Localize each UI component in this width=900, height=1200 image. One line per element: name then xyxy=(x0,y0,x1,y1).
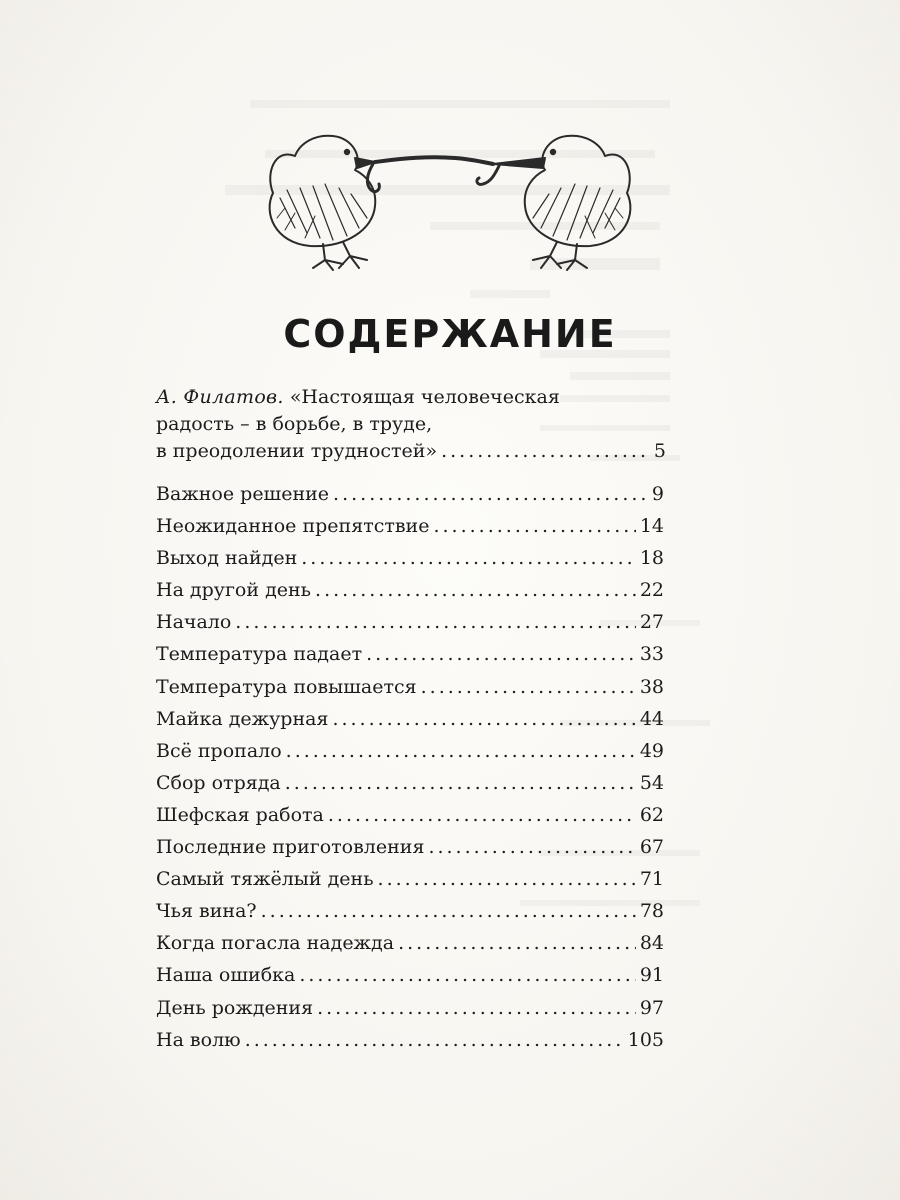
toc-entry-page: 22 xyxy=(639,579,664,602)
intro-line-1 xyxy=(156,384,666,411)
toc-entry-title: Всё пропало xyxy=(156,739,282,762)
intro-author: А. Филатов. xyxy=(156,386,284,408)
toc-entry-page: 54 xyxy=(639,771,664,794)
toc-entry xyxy=(156,671,664,703)
dot-leader xyxy=(261,895,636,927)
toc-entry-page: 78 xyxy=(639,900,664,923)
toc-entry-title: Неожиданное препятствие xyxy=(156,515,430,538)
toc-heading: СОДЕРЖАНИЕ xyxy=(283,312,617,356)
toc-intro-entry xyxy=(156,384,666,465)
toc-entry-title: Сбор отряда xyxy=(156,771,281,794)
toc-entry-page: 97 xyxy=(639,996,664,1019)
dot-leader xyxy=(317,992,636,1024)
dot-leader xyxy=(286,735,636,767)
toc-entries-list xyxy=(156,478,664,1056)
dot-leader xyxy=(421,671,636,703)
toc-entry xyxy=(156,606,664,638)
dot-leader xyxy=(398,927,636,959)
toc-entry xyxy=(156,895,664,927)
toc-entry xyxy=(156,831,664,863)
toc-entry-page: 38 xyxy=(639,675,664,698)
dot-leader xyxy=(428,831,635,863)
dot-leader xyxy=(333,478,648,510)
toc-entry-title: Температура падает xyxy=(156,643,363,666)
toc-entry xyxy=(156,542,664,574)
toc-entry-title: На другой день xyxy=(156,579,312,602)
toc-entry-title: Важное решение xyxy=(156,483,330,505)
toc-entry-page: 49 xyxy=(639,739,664,762)
intro-page-number: 5 xyxy=(653,440,666,462)
toc-entry xyxy=(156,735,664,767)
dot-leader xyxy=(433,510,635,542)
toc-entry-page: 44 xyxy=(639,707,664,730)
dot-leader xyxy=(328,799,636,831)
toc-entry-page: 67 xyxy=(639,836,664,859)
toc-entry-title: Шефская работа xyxy=(156,803,324,826)
dot-leader xyxy=(299,959,635,991)
dot-leader xyxy=(301,542,636,574)
toc-entry-page: 18 xyxy=(639,547,664,570)
toc-entry xyxy=(156,478,664,510)
dot-leader xyxy=(366,638,636,670)
toc-entry-page: 91 xyxy=(639,964,664,987)
toc-entry xyxy=(156,992,664,1024)
toc-entry xyxy=(156,1024,664,1056)
toc-entry-title: Самый тяжёлый день xyxy=(156,868,374,891)
toc-entry xyxy=(156,638,664,670)
toc-entry xyxy=(156,510,664,542)
dot-leader xyxy=(285,767,636,799)
toc-entry-title: Чья вина? xyxy=(156,900,257,923)
toc-entry-page: 84 xyxy=(639,932,664,955)
toc-entry-title: Майка дежурная xyxy=(156,707,329,730)
dot-leader xyxy=(235,606,636,638)
dot-leader xyxy=(245,1024,624,1056)
intro-title-line-2: радость – в борьбе, в труде, xyxy=(156,413,433,435)
toc-entry-title: День рождения xyxy=(156,996,314,1019)
toc-entry-page: 71 xyxy=(639,868,664,891)
dot-leader xyxy=(332,703,635,735)
toc-entry-title: На волю xyxy=(156,1028,241,1051)
dot-leader xyxy=(378,863,636,895)
toc-entry-title: Выход найден xyxy=(156,547,298,570)
toc-entry-page: 62 xyxy=(639,803,664,826)
intro-title-line-1: «Настоящая человеческая xyxy=(289,386,560,408)
dot-leader xyxy=(315,574,636,606)
toc-entry-title: Температура повышается xyxy=(156,675,417,698)
toc-entry-page: 27 xyxy=(639,611,664,634)
toc-entry-title: Наша ошибка xyxy=(156,964,296,987)
toc-entry xyxy=(156,574,664,606)
intro-title-line-3: в преодолении трудностей» xyxy=(156,440,438,462)
dot-leader xyxy=(441,438,650,465)
toc-entry-title: Последние приготовления xyxy=(156,836,425,859)
toc-entry xyxy=(156,927,664,959)
toc-entry xyxy=(156,799,664,831)
toc-entry xyxy=(156,703,664,735)
toc-entry xyxy=(156,767,664,799)
toc-entry xyxy=(156,959,664,991)
toc-entry-page: 9 xyxy=(651,483,664,505)
toc-entry xyxy=(156,863,664,895)
intro-line-3 xyxy=(156,438,666,465)
toc-entry-title: Когда погасла надежда xyxy=(156,932,395,955)
two-chicks-worm-illustration xyxy=(255,118,645,278)
toc-entry-page: 105 xyxy=(627,1028,664,1051)
toc-entry-page: 33 xyxy=(639,643,664,666)
toc-entry-title: Начало xyxy=(156,611,232,634)
toc-entry-page: 14 xyxy=(639,515,664,538)
